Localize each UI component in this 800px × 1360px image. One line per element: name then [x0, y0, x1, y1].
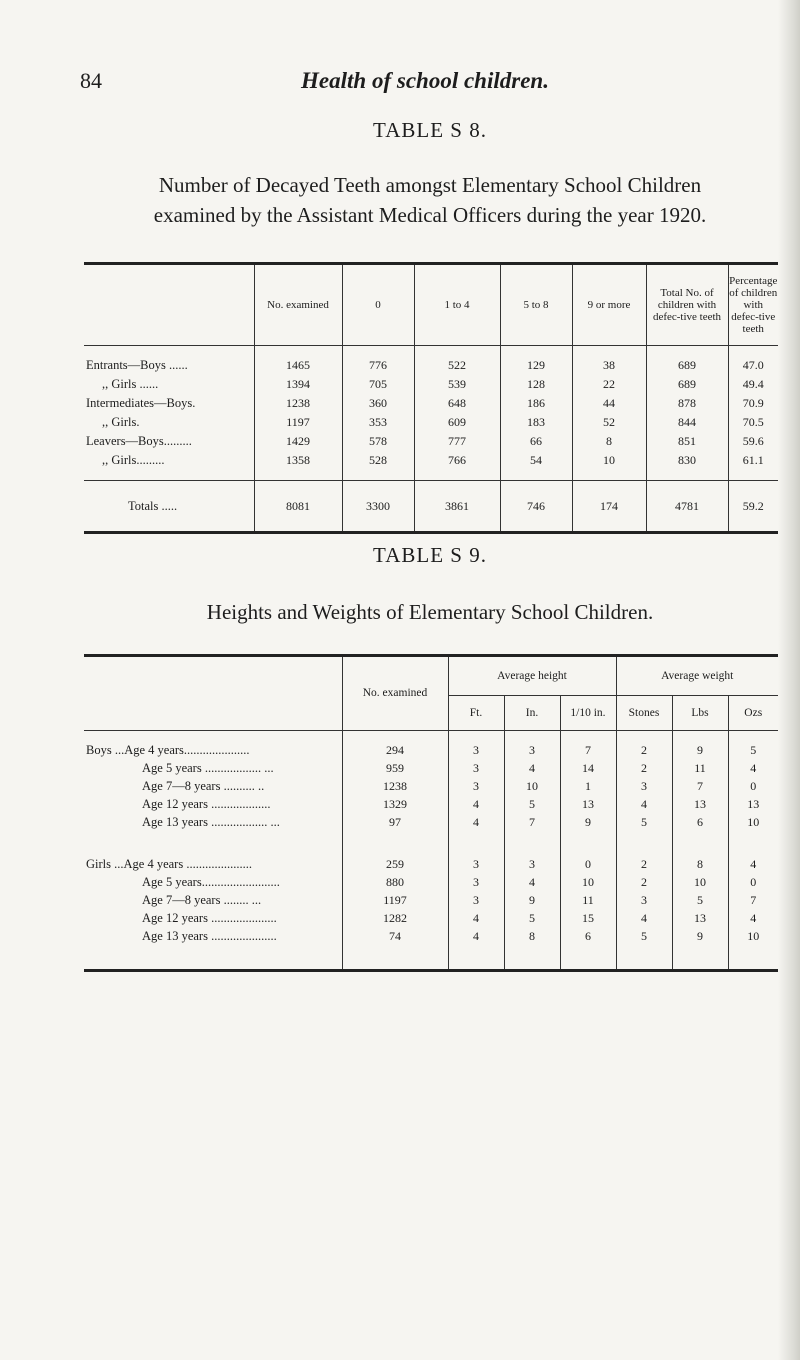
- cell-percentage: 61.1: [728, 451, 778, 481]
- table-row: [84, 759, 778, 777]
- table-row: [84, 413, 778, 432]
- col-five-to-eight-header: 5 to 8: [500, 264, 572, 346]
- cell-one-to-four: 766: [414, 451, 500, 481]
- row-label: ,, Girls.........: [102, 453, 165, 467]
- row-label: Age 13 years .................. ...: [142, 815, 280, 829]
- col-lbs-header: Lbs: [672, 696, 728, 731]
- cell-five-to-eight: 129: [500, 346, 572, 376]
- cell-in: 9: [504, 891, 560, 909]
- spacer-row: [84, 945, 778, 971]
- cell-total: 830: [646, 451, 728, 481]
- cell-examined: 294: [342, 741, 448, 759]
- cell-ozs: 4: [728, 759, 778, 777]
- cell-ft: 3: [448, 855, 504, 873]
- cell-lbs: 5: [672, 891, 728, 909]
- col-percentage-header: Percentage of children with defec-tive teeth: [728, 264, 778, 346]
- cell-nine-or-more: 8: [572, 432, 646, 451]
- table-row: [84, 873, 778, 891]
- cell-in: 3: [504, 855, 560, 873]
- cell-percentage: 59.6: [728, 432, 778, 451]
- table-row: [84, 741, 778, 759]
- cell-total: 689: [646, 375, 728, 394]
- cell-five-to-eight: 128: [500, 375, 572, 394]
- cell-stones: 5: [616, 813, 672, 831]
- row-label: Age 13 years .....................: [142, 929, 277, 943]
- cell-tenth-in: 13: [560, 795, 616, 813]
- page-header: [80, 68, 770, 98]
- row-label: Entrants—Boys ......: [86, 358, 188, 372]
- cell-examined: 1238: [342, 777, 448, 795]
- cell-stones: 3: [616, 891, 672, 909]
- col-one-to-four-header: 1 to 4: [414, 264, 500, 346]
- cell-lbs: 9: [672, 927, 728, 945]
- cell-ft: 3: [448, 891, 504, 909]
- cell-lbs: 13: [672, 795, 728, 813]
- cell-tenth-in: 9: [560, 813, 616, 831]
- table-row: [84, 909, 778, 927]
- col-ozs-header: Ozs: [728, 696, 778, 731]
- totals-label: Totals .....: [84, 481, 254, 533]
- cell-ft: 3: [448, 741, 504, 759]
- cell-examined: 1282: [342, 909, 448, 927]
- row-label: Age 5 years.........................: [142, 875, 280, 889]
- cell-zero: 528: [342, 451, 414, 481]
- cell-examined: 1197: [254, 413, 342, 432]
- cell-zero: 705: [342, 375, 414, 394]
- row-label: Intermediates—Boys.: [86, 396, 196, 410]
- cell-five-to-eight: 183: [500, 413, 572, 432]
- cell-ozs: 10: [728, 927, 778, 945]
- cell-ft: 3: [448, 759, 504, 777]
- table-s8-heading: TABLE S 8.: [373, 118, 487, 142]
- table-row: [84, 891, 778, 909]
- cell-tenth-in: 0: [560, 855, 616, 873]
- cell-lbs: 8: [672, 855, 728, 873]
- cell-in: 10: [504, 777, 560, 795]
- col-stones-header: Stones: [616, 696, 672, 731]
- table-s9-heights-weights: [84, 654, 778, 972]
- col-ft-header: Ft.: [448, 696, 504, 731]
- row-label: ,, Girls.: [102, 415, 140, 429]
- cell-one-to-four: 539: [414, 375, 500, 394]
- cell-in: 4: [504, 759, 560, 777]
- cell-tenth-in: 14: [560, 759, 616, 777]
- table-s9-heading: TABLE S 9.: [373, 543, 487, 567]
- cell-ft: 3: [448, 873, 504, 891]
- cell-percentage: 47.0: [728, 346, 778, 376]
- cell-ozs: 5: [728, 741, 778, 759]
- col-nine-or-more-header: 9 or more: [572, 264, 646, 346]
- cell-lbs: 7: [672, 777, 728, 795]
- row-label: Age 5 years .................. ...: [142, 761, 274, 775]
- running-title: Health of school children.: [301, 68, 549, 93]
- cell-ozs: 0: [728, 873, 778, 891]
- table-row: [84, 375, 778, 394]
- col-average-height-header: Average height: [448, 656, 616, 696]
- cell-tenth-in: 15: [560, 909, 616, 927]
- col-total-defective-header: Total No. of children with defec-tive teeth: [646, 264, 728, 346]
- cell-stones: 2: [616, 759, 672, 777]
- cell-percentage: 70.9: [728, 394, 778, 413]
- col-tenth-in-header: 1/10 in.: [560, 696, 616, 731]
- cell-five-to-eight: 66: [500, 432, 572, 451]
- cell-zero: 353: [342, 413, 414, 432]
- cell-examined: 1329: [342, 795, 448, 813]
- cell-stones: 2: [616, 855, 672, 873]
- cell-nine-or-more: 10: [572, 451, 646, 481]
- col-average-weight-header: Average weight: [616, 656, 778, 696]
- row-label: Boys ...Age 4 years.....................: [86, 743, 250, 757]
- row-label: ,, Girls ......: [102, 377, 159, 391]
- cell-examined: 1429: [254, 432, 342, 451]
- table-s8-caption-line2: examined by the Assistant Medical Officers during the year 1920.: [153, 203, 707, 227]
- cell-examined: 1394: [254, 375, 342, 394]
- cell-examined: 880: [342, 873, 448, 891]
- table-row: [84, 855, 778, 873]
- col-zero-header: 0: [342, 264, 414, 346]
- cell-stones: 5: [616, 927, 672, 945]
- cell-total: 851: [646, 432, 728, 451]
- cell-nine-or-more: 22: [572, 375, 646, 394]
- cell-ozs: 13: [728, 795, 778, 813]
- total-percentage: 59.2: [728, 481, 778, 533]
- cell-stones: 2: [616, 873, 672, 891]
- spacer-row: [84, 731, 778, 742]
- cell-examined: 1238: [254, 394, 342, 413]
- cell-examined: 959: [342, 759, 448, 777]
- cell-percentage: 70.5: [728, 413, 778, 432]
- table-s9-caption: Heights and Weights of Elementary School Children.: [206, 600, 654, 624]
- cell-lbs: 11: [672, 759, 728, 777]
- table-row: [84, 927, 778, 945]
- cell-ozs: 4: [728, 855, 778, 873]
- cell-five-to-eight: 186: [500, 394, 572, 413]
- cell-in: 5: [504, 909, 560, 927]
- row-label: Age 12 years ...................: [142, 797, 271, 811]
- cell-ft: 4: [448, 927, 504, 945]
- cell-one-to-four: 777: [414, 432, 500, 451]
- cell-in: 4: [504, 873, 560, 891]
- table-row: [84, 777, 778, 795]
- cell-stones: 4: [616, 795, 672, 813]
- cell-tenth-in: 7: [560, 741, 616, 759]
- row-label: Age 12 years .....................: [142, 911, 277, 925]
- total-five-to-eight: 746: [500, 481, 572, 533]
- cell-one-to-four: 648: [414, 394, 500, 413]
- cell-ft: 4: [448, 795, 504, 813]
- table-s8-caption-line1: Number of Decayed Teeth amongst Elementary School Children: [158, 173, 702, 197]
- row-label: Age 7—8 years .......... ..: [142, 779, 265, 793]
- cell-one-to-four: 522: [414, 346, 500, 376]
- total-examined: 8081: [254, 481, 342, 533]
- cell-ft: 3: [448, 777, 504, 795]
- table-row: [84, 451, 778, 481]
- cell-tenth-in: 11: [560, 891, 616, 909]
- spacer-row: [84, 831, 778, 855]
- col-label-header: [84, 264, 254, 346]
- cell-examined: 259: [342, 855, 448, 873]
- cell-lbs: 13: [672, 909, 728, 927]
- cell-zero: 360: [342, 394, 414, 413]
- cell-ozs: 4: [728, 909, 778, 927]
- cell-lbs: 6: [672, 813, 728, 831]
- cell-total: 844: [646, 413, 728, 432]
- cell-tenth-in: 1: [560, 777, 616, 795]
- cell-nine-or-more: 44: [572, 394, 646, 413]
- table-row: [84, 795, 778, 813]
- cell-stones: 4: [616, 909, 672, 927]
- cell-total: 878: [646, 394, 728, 413]
- total-one-to-four: 3861: [414, 481, 500, 533]
- cell-in: 8: [504, 927, 560, 945]
- col-in-header: In.: [504, 696, 560, 731]
- col-examined-header: No. examined: [254, 264, 342, 346]
- table-s8-decayed-teeth: [84, 262, 778, 534]
- cell-stones: 2: [616, 741, 672, 759]
- cell-five-to-eight: 54: [500, 451, 572, 481]
- cell-examined: 74: [342, 927, 448, 945]
- cell-in: 5: [504, 795, 560, 813]
- total-nine-or-more: 174: [572, 481, 646, 533]
- row-label: Age 7—8 years ........ ...: [142, 893, 262, 907]
- cell-nine-or-more: 52: [572, 413, 646, 432]
- table-s8-header-row: [84, 264, 778, 346]
- table-s8-caption: [40, 170, 800, 230]
- totals-row: [84, 481, 778, 533]
- total-defective: 4781: [646, 481, 728, 533]
- cell-percentage: 49.4: [728, 375, 778, 394]
- row-label: Girls ...Age 4 years .....................: [86, 857, 252, 871]
- col-label-header: [84, 656, 342, 731]
- cell-in: 3: [504, 741, 560, 759]
- cell-nine-or-more: 38: [572, 346, 646, 376]
- cell-tenth-in: 6: [560, 927, 616, 945]
- cell-ozs: 10: [728, 813, 778, 831]
- cell-ft: 4: [448, 909, 504, 927]
- cell-total: 689: [646, 346, 728, 376]
- cell-stones: 3: [616, 777, 672, 795]
- cell-lbs: 10: [672, 873, 728, 891]
- cell-examined: 1358: [254, 451, 342, 481]
- cell-ft: 4: [448, 813, 504, 831]
- cell-examined: 1465: [254, 346, 342, 376]
- page-number: 84: [80, 68, 102, 93]
- cell-zero: 578: [342, 432, 414, 451]
- cell-in: 7: [504, 813, 560, 831]
- table-s9-group-header-row: [84, 656, 778, 696]
- total-zero: 3300: [342, 481, 414, 533]
- cell-examined: 97: [342, 813, 448, 831]
- col-examined-header: No. examined: [342, 656, 448, 731]
- cell-lbs: 9: [672, 741, 728, 759]
- cell-ozs: 0: [728, 777, 778, 795]
- cell-one-to-four: 609: [414, 413, 500, 432]
- table-row: [84, 432, 778, 451]
- cell-ozs: 7: [728, 891, 778, 909]
- cell-examined: 1197: [342, 891, 448, 909]
- table-row: [84, 394, 778, 413]
- cell-tenth-in: 10: [560, 873, 616, 891]
- cell-zero: 776: [342, 346, 414, 376]
- table-row: [84, 346, 778, 376]
- row-label: Leavers—Boys.........: [86, 434, 192, 448]
- table-row: [84, 813, 778, 831]
